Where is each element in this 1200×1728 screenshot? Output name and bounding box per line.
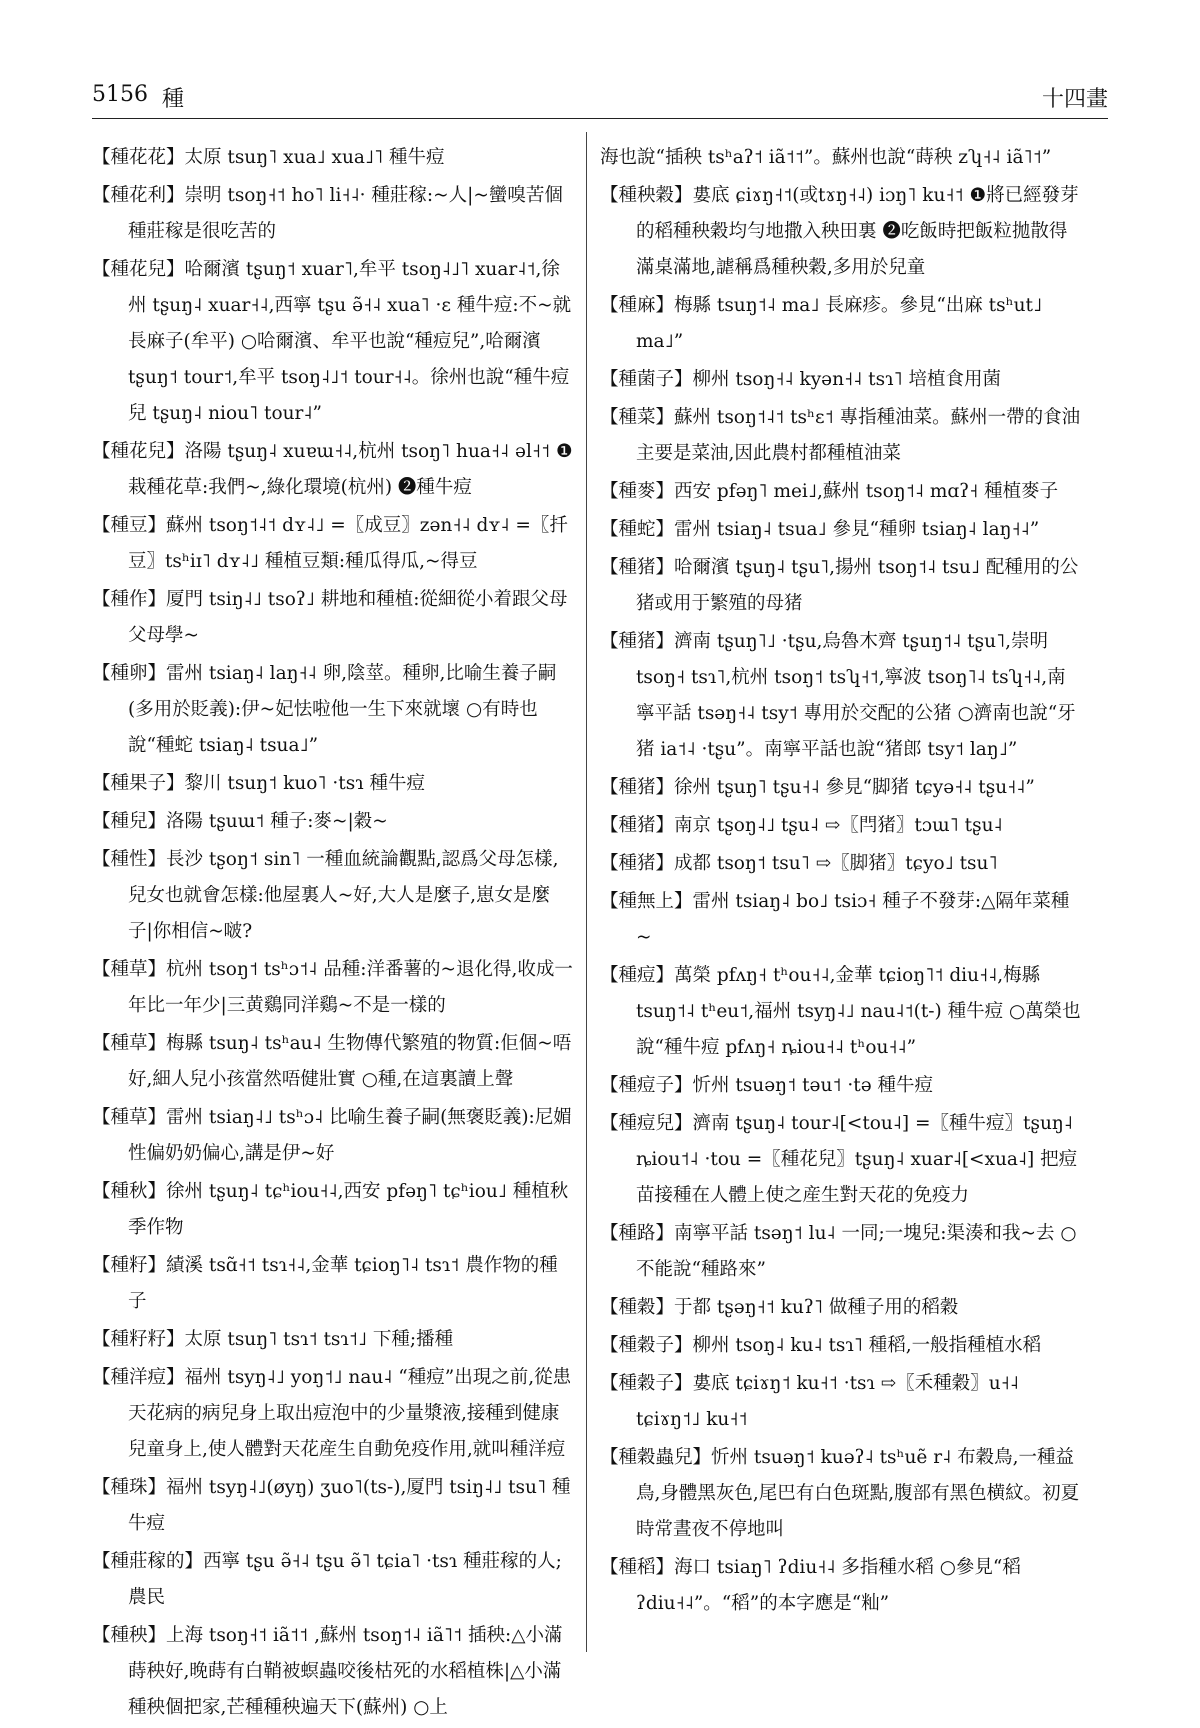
dictionary-entry: 【種秋】徐州 tʂuŋ˨ tɕʰiou˧˨,西安 pfəŋ˥ tɕʰiou˩ 種植秋季作物 [92, 1181, 569, 1238]
dictionary-entry: 【種珠】福州 tsyŋ˨˩(øyŋ) ʒuo˥(ts-),厦門 tsiŋ˨˩ tsu˥ 種牛痘 [92, 1477, 571, 1534]
dictionary-entry: 【種籽籽】太原 tsuŋ˥ tsɿ˦ tsɿ˦˩ 下種;播種 [92, 1329, 454, 1350]
dictionary-entry: 【種草】雷州 tsiaŋ˨˩ tsʰɔ˨ 比喻生養子嗣(無褒貶義):尼媚性偏奶奶偏心,講是伊~好 [92, 1107, 572, 1164]
dictionary-entry: 【種菜】蘇州 tsoŋ˦˨˦ tsʰɛ˦ 專指種油菜。蘇州一帶的食油主要是菜油,因此農村都種植油菜 [600, 407, 1081, 464]
dictionary-entry: 【種穀子】柳州 tsoŋ˨ ku˨ tsɿ˥ 種稻,一般指種植水稻 [600, 1335, 1042, 1356]
dictionary-entry: 【種秧】上海 tsoŋ˧˦ iã˦˦ ,蘇州 tsoŋ˦˨ iã˥˦ 插秧:△小滿蒔秧好,晚蒔有白鞘被螟蟲咬後枯死的水稻植株|△小滿種秧個把家,芒種種秧遍天下(蘇州) ○上 [92, 1625, 563, 1718]
dictionary-entry: 【種麥】西安 pfəŋ˥ mei˩,蘇州 tsoŋ˦˨ mɑʔ˧ 種植麥子 [600, 481, 1059, 502]
dictionary-entry: 【種痘】萬榮 pfʌŋ˧ tʰou˧˨,金華 tɕioŋ˥˦ diu˧˨,梅縣 tsuŋ˦˨ tʰeu˦,福州 tsyŋ˨˩ nau˨˦(t-) 種牛痘 ○萬榮也說“種牛痘 pfʌŋ˧ ȵiou˧˨ tʰou˧˨” [600, 965, 1081, 1058]
dictionary-entry: 【種猪】成都 tsoŋ˦ tsu˥ ⇨〖脚猪〗tɕyo˩ tsu˥ [600, 853, 998, 874]
dictionary-entry: 【種猪】哈爾濱 tʂuŋ˨ tʂu˥,揚州 tsoŋ˦˨ tsu˩ 配種用的公猪或用于繁殖的母猪 [600, 557, 1079, 614]
dictionary-entry: 【種籽】績溪 tsɑ̃˧˦ tsɿ˧˨,金華 tɕioŋ˥˨ tsɿ˦ 農作物的種子 [92, 1255, 558, 1312]
dictionary-entry: 【種花利】崇明 tsoŋ˧˦ ho˥ li˧˨· 種莊稼:~人|~蠻嗅苦個種莊稼是很吃苦的 [92, 185, 563, 242]
stroke-section: 十四畫 [1041, 87, 1108, 112]
dictionary-entry: 【種猪】濟南 tʂuŋ˥˩ ·tʂu,烏魯木齊 tʂuŋ˦˨ tʂu˥,崇明 tsoŋ˧ tsɿ˥,杭州 tsoŋ˦ tsʮ˧˦,寧波 tsoŋ˥˨ tsʮ˧˨,南寧平話 tsəŋ˧˨ tsy˦ 專用於交配的公猪 ○濟南也說“牙猪 ia˦˨ ·tʂu”。南寧平話也說“猪郎 tsy˦ laŋ˩” [600, 631, 1076, 760]
dictionary-entry: 【種洋痘】福州 tsyŋ˨˩ yoŋ˦˩ nau˨ “種痘”出現之前,從患天花病的病兒身上取出痘泡中的少量漿液,接種到健康兒童身上,使人體對天花産生自動免疫作用,就叫種洋痘 [92, 1367, 572, 1460]
dictionary-entry: 海也說“插秧 tsʰaʔ˦ iã˦˦”。蘇州也說“蒔秧 zʮ˧˨ iã˥˦” [600, 147, 1052, 168]
dictionary-entry: 【種草】梅縣 tsuŋ˨ tsʰau˨ 生物傳代繁殖的物質:佢個~唔好,細人兒小孩當然唔健壯實 ○種,在這裏讀上聲 [92, 1033, 572, 1090]
column-divider [586, 132, 587, 1652]
dictionary-entry: 【種蛇】雷州 tsiaŋ˨ tsua˩ 參見“種卵 tsiaŋ˨ laŋ˧˨” [600, 519, 1040, 540]
dictionary-entry: 【種花花】太原 tsuŋ˥ xua˩ xua˩˥ 種牛痘 [92, 147, 445, 168]
dictionary-entry: 【種性】長沙 tʂoŋ˦ sin˥ 一種血統論觀點,認爲父母怎樣,兒女也就會怎樣:他屋裏人~好,大人是麼子,崽女是麼子|你相信~啵? [92, 849, 559, 942]
dictionary-entry: 【種穀】于都 tʂəŋ˧˦ kuʔ˥ 做種子用的稻穀 [600, 1297, 959, 1318]
right-column [600, 140, 1082, 1624]
dictionary-entry: 【種菌子】柳州 tsoŋ˧˨ kyən˧˨ tsɿ˥ 培植食用菌 [600, 369, 1001, 390]
dictionary-entry: 【種卵】雷州 tsiaŋ˨ laŋ˧˨ 卵,陰莖。種卵,比喻生養子嗣(多用於貶義):伊~妃怯啦他一生下來就壞 ○有時也說“種蛇 tsiaŋ˨ tsua˩” [92, 663, 557, 756]
dictionary-entry: 【種草】杭州 tsoŋ˦ tsʰɔ˦˨ 品種:洋番薯的~退化得,收成一年比一年少|三黄鷄同洋鷄~不是一樣的 [92, 959, 573, 1016]
dictionary-entry: 【種莊稼的】西寧 tʂu ə̃˧˨ tʂu ə̃˥ tɕia˥ ·tsɿ 種莊稼的人;農民 [92, 1551, 562, 1608]
dictionary-entry: 【種果子】黎川 tsuŋ˦ kuo˥ ·tsɿ 種牛痘 [92, 773, 425, 794]
dictionary-entry: 【種稻】海口 tsiaŋ˥ ʔdiu˧˨ 多指種水稻 ○參見“稻 ʔdiu˧˨”。“稻”的本字應是“籼” [600, 1557, 1021, 1614]
dictionary-entry: 【種猪】南京 tʂoŋ˨˩ tʂu˨ ⇨〖閂猪〗tɔɯ˥ tʂu˨ [600, 815, 1003, 836]
dictionary-entry: 【種路】南寧平話 tsəŋ˦ lu˨ 一同;一塊兒:渠湊和我~去 ○不能說“種路來” [600, 1223, 1077, 1280]
left-column [92, 140, 574, 1728]
dictionary-entry: 【種痘兒】濟南 tʂuŋ˨ tour˨[<tou˨] =〖種牛痘〗tʂuŋ˨ ȵiou˦˨ ·tou =〖種花兒〗tʂuŋ˨ xuar˨[<xua˨] 把痘苗接種在人體上使之産生對天花的免疫力 [600, 1113, 1078, 1206]
dictionary-entry: 【種麻】梅縣 tsuŋ˦˨ ma˩ 長麻疹。參見“出麻 tsʰut˩ ma˩” [600, 295, 1043, 352]
page-header [92, 78, 1108, 119]
dictionary-entry: 【種無上】雷州 tsiaŋ˨ bo˩ tsiɔ˧ 種子不發芽:△隔年菜種~ [600, 891, 1070, 948]
dictionary-entry: 【種兒】洛陽 tʂuɯ˦ 種子:麥~|穀~ [92, 811, 388, 832]
dictionary-entry: 【種花兒】洛陽 tʂuŋ˨ xuɐɯ˧˨,杭州 tsoŋ˥ hua˧˨ əl˧˦ ❶栽種花草:我們~,綠化環境(杭州) ❷種牛痘 [92, 441, 573, 498]
dictionary-entry: 【種痘子】忻州 tsuəŋ˦ təu˦ ·tə 種牛痘 [600, 1075, 934, 1096]
page-number: 5156 [92, 82, 148, 107]
head-character: 種 [162, 87, 185, 112]
dictionary-entry: 【種花兒】哈爾濱 tʂuŋ˦ xuar˥,牟平 tsoŋ˨˩˥ xuar˨˦,徐州 tʂuŋ˨ xuar˧˨,西寧 tʂu ə̃˧˨ xua˥ ·ɛ 種牛痘:不~就長麻子(牟平) ○哈爾濱、牟平也說“種痘兒”,哈爾濱 tʂuŋ˦ tour˦,牟平 tsoŋ˨˩˦ tour˧˨。徐州也說“種牛痘兒 tʂuŋ˨ niou˥ tour˨” [92, 259, 572, 424]
dictionary-entry: 【種豆】蘇州 tsoŋ˦˨˦ dʏ˨˩ =〖成豆〗zən˧˨ dʏ˨ =〖扦豆〗tsʰiɪ˥ dʏ˨˩ 種植豆類:種瓜得瓜,~得豆 [92, 515, 568, 572]
dictionary-entry: 【種猪】徐州 tʂuŋ˥ tʂu˧˨ 參見“脚猪 tɕyə˧˨ tʂu˧˨” [600, 777, 1035, 798]
dictionary-entry: 【種穀蟲兒】忻州 tsuəŋ˦ kuəʔ˨ tsʰuẽ r˨ 布穀鳥,一種益鳥,身體黑灰色,尾巴有白色斑點,腹部有黑色横紋。初夏時常晝夜不停地叫 [600, 1447, 1080, 1540]
dictionary-entry: 【種作】厦門 tsiŋ˨˩ tsoʔ˩ 耕地和種植:從細從小着跟父母父母學~ [92, 589, 568, 646]
dictionary-entry: 【種秧穀】婁底 ɕiɤŋ˧˦(或tɤŋ˧˨) iɔŋ˥ ku˧˦ ❶將已經發芽的稻種秧穀均勻地撒入秧田裏 ❷吃飯時把飯粒拋散得滿桌滿地,謔稱爲種秧穀,多用於兒童 [600, 185, 1079, 278]
dictionary-entry: 【種穀子】婁底 tɕiɤŋ˦ ku˧˦ ·tsɿ ⇨〖禾種穀〗u˧˨ tɕiɤŋ˦˩ ku˧˦ [600, 1373, 1019, 1430]
